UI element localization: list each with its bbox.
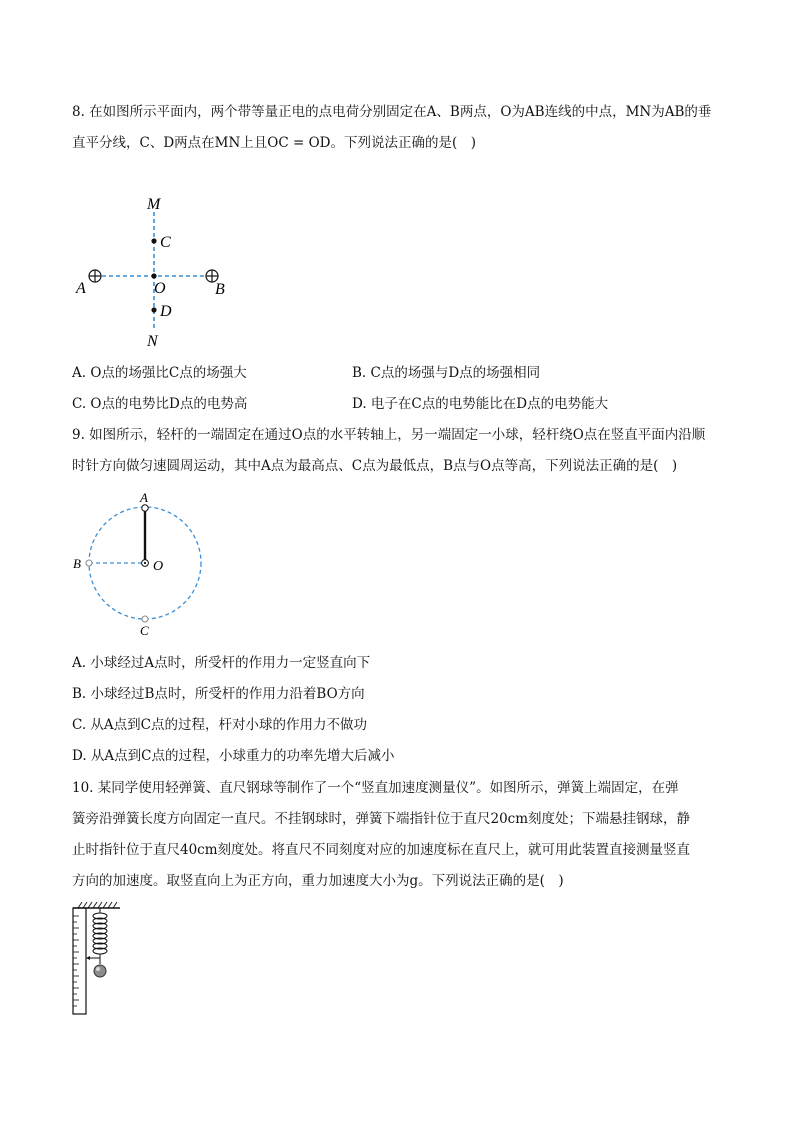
q8-label-b: B	[215, 281, 225, 298]
q9-point-b	[86, 560, 92, 566]
q8-stem-line1: 8. 在如图所示平面内，两个带等量正电的点电荷分别固定在A、B两点，O为AB连线的中点，MN为AB的垂	[72, 104, 712, 120]
q8-figure	[70, 190, 240, 350]
q9-figure	[70, 488, 220, 640]
q9-label-b: B	[73, 556, 81, 571]
q10-stem-line1: 10. 某同学使用轻弹簧、直尺钢球等制作了一个“竖直加速度测量仪”。如图所示，弹簧上端固定，在弹	[72, 780, 679, 796]
q8-label-n: N	[147, 333, 158, 350]
q8-point-o	[151, 273, 156, 278]
q9-option-a[interactable]: A. 小球经过A点时，所受杆的作用力一定竖直向下	[72, 655, 371, 671]
q9-point-c	[142, 616, 148, 622]
q10-spring	[93, 908, 107, 964]
q9-option-d[interactable]: D. 从A点到C点的过程，小球重力的功率先增大后减小	[72, 748, 395, 764]
q8-label-d: D	[160, 303, 172, 320]
q10-steel-ball	[94, 965, 106, 977]
q8-option-a[interactable]: A. O点的场强比C点的场强大	[72, 365, 247, 381]
q9-label-c: C	[140, 623, 149, 638]
q8-option-c[interactable]: C. O点的电势比D点的电势高	[72, 396, 248, 412]
q8-label-a: A	[76, 280, 86, 297]
q9-stem-line2: 时针方向做匀速圆周运动，其中A点为最高点、C点为最低点，B点与O点等高，下列说法正确的是( )	[72, 458, 678, 474]
q9-option-c[interactable]: C. 从A点到C点的过程，杆对小球的作用力不做功	[72, 717, 368, 733]
q9-label-o: O	[153, 559, 164, 574]
q10-stem-line3: 止时指针位于直尺40cm刻度处。将直尺不同刻度对应的加速度标在直尺上，就可用此装置直接测量竖直	[72, 842, 691, 858]
q8-option-d[interactable]: D. 电子在C点的电势能比在D点的电势能大	[352, 396, 609, 412]
q10-figure	[70, 900, 125, 1018]
q8-option-b[interactable]: B. C点的场强与D点的场强相同	[352, 365, 541, 381]
q10-ruler	[73, 908, 86, 1014]
q8-point-c	[151, 238, 156, 243]
q9-stem-line1: 9. 如图所示，轻杆的一端固定在通过O点的水平转轴上，另一端固定一小球，轻杆绕O点在竖直平面内沿顺	[72, 427, 706, 443]
q8-point-d	[151, 307, 156, 312]
q8-label-c: C	[160, 234, 171, 251]
q9-option-b[interactable]: B. 小球经过B点时，所受杆的作用力沿着BO方向	[72, 686, 365, 702]
q10-stem-line2: 簧旁沿弹簧长度方向固定一直尺。不挂钢球时，弹簧下端指针位于直尺20cm刻度处；下端悬挂钢球，静	[72, 811, 691, 827]
q8-stem-line2: 直平分线，C、D两点在MN上且OC = OD。下列说法正确的是( )	[72, 135, 477, 151]
q9-ball-a	[142, 505, 148, 511]
q8-label-m: M	[147, 196, 161, 213]
q10-stem-line4: 方向的加速度。取竖直向上为正方向，重力加速度大小为g。下列说法正确的是( )	[72, 873, 564, 889]
q8-label-o: O	[154, 280, 166, 297]
q9-label-a: A	[140, 490, 148, 505]
q8-charge-a	[89, 270, 101, 282]
